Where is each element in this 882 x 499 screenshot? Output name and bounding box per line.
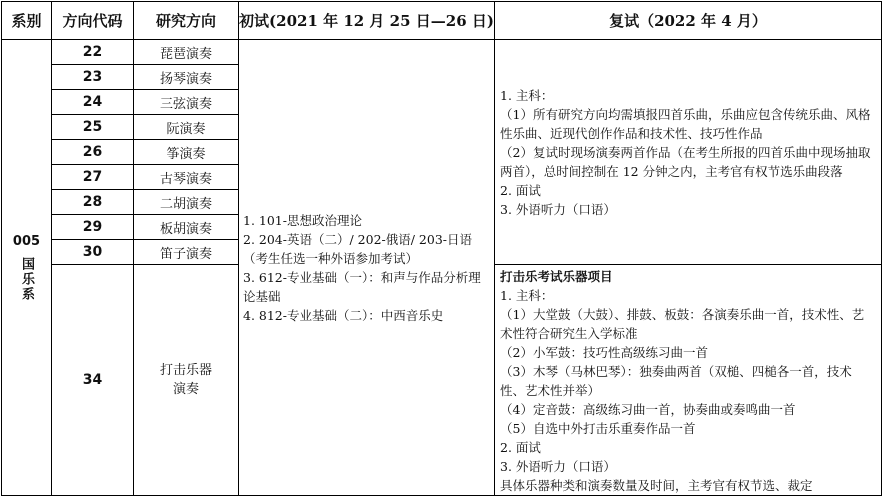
retest-line: 1. 主科： [500,288,554,303]
direction-code: 23 [52,65,134,90]
percussion-title: 打击乐考试乐器项目 [500,269,613,284]
retest-line: 1. 主科： [500,87,554,103]
direction-code: 26 [52,140,134,165]
direction-name: 琵琶演奏 [134,40,239,65]
direction-code: 29 [52,215,134,240]
retest-line: （5）自选中外打击乐重奏作品一首 [500,421,696,436]
direction-name [134,265,239,496]
header-code: 方向代码 [52,2,134,40]
direction-code: 34 [52,265,134,496]
direction-code: 25 [52,115,134,140]
retest-line: 具体乐器种类和演奏数量及时间，主考官有权节选、裁定 [500,478,813,493]
header-direction: 研究方向 [134,2,239,40]
direction-name-line: 打击乐器 [159,363,212,378]
header-row [2,2,882,40]
initial-exam-line: 2. 204-英语（二）/ 202-俄语/ 203-日语（考生任选一种外语参加考试） [243,231,473,266]
direction-name: 三弦演奏 [134,90,239,115]
retest-line: 2. 面试 [500,440,541,455]
direction-name-line: 演奏 [172,382,199,397]
direction-code: 27 [52,165,134,190]
retest-line: 3. 外语听力（口语） [500,459,616,474]
initial-exam-line: 4. 812-专业基础（二）：中西音乐史 [243,307,444,323]
initial-exam-cell [239,40,495,496]
retest-line: （1）大堂鼓（大鼓）、排鼓、板鼓：各演奏乐曲一首，技术性、艺术性符合研究生入学标准 [500,307,865,341]
direction-name: 筝演奏 [134,140,239,165]
header-initial: 初试(2021 年 12 月 25 日—26 日) [239,2,495,40]
retest-percussion-cell [495,265,882,496]
direction-name: 扬琴演奏 [134,65,239,90]
direction-code: 30 [52,240,134,265]
initial-exam-line: 1. 101-思想政治理论 [243,212,362,228]
exam-table [1,1,882,496]
direction-code: 24 [52,90,134,115]
direction-name: 板胡演奏 [134,215,239,240]
retest-line: 3. 外语听力（口语） [500,201,616,217]
retest-line: （2）复试时现场演奏两首作品（在考生所报的四首乐曲中现场抽取两首），总时间控制在 12 分钟之内，主考官有权节选乐曲段落 [500,144,871,179]
direction-name: 二胡演奏 [134,190,239,215]
retest-general-cell [495,40,882,265]
dept-code: 005 [12,233,41,249]
retest-line: （1）所有研究方向均需填报四首乐曲，乐曲应包含传统乐曲、风格性乐曲、近现代创作作品和技术性、技巧性作品 [500,106,871,141]
direction-code: 28 [52,190,134,215]
direction-name: 笛子演奏 [134,240,239,265]
retest-line: （2）小军鼓：技巧性高级练习曲一首 [500,345,708,360]
direction-name: 阮演奏 [134,115,239,140]
initial-exam-line: 3. 612-专业基础（一）：和声与作品分析理论基础 [243,269,481,304]
table-row [2,40,882,65]
retest-line: （3）木琴（马林巴琴）：独奏曲两首（双槌、四槌各一首，技术性、艺术性并举） [500,364,852,398]
retest-line: 2. 面试 [500,182,541,198]
header-retest: 复试（2022 年 4 月） [495,2,882,40]
dept-cell [2,40,52,496]
retest-line: （4）定音鼓：高级练习曲一首，协奏曲或奏鸣曲一首 [500,402,796,417]
direction-name: 古琴演奏 [134,165,239,190]
direction-code: 22 [52,40,134,65]
header-dept: 系别 [2,2,52,40]
dept-name: 国乐系 [19,256,34,302]
